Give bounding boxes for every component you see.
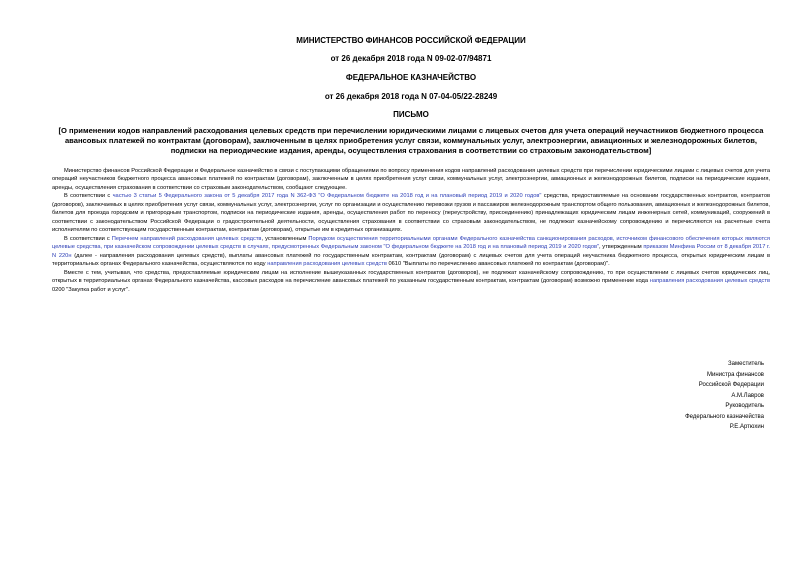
paragraph-3-text-d: (далее - направления расходования целевых средств), выплаты авансовых платежей по государственным контрактам, контрактам (договорам) с лицевых счетов для учета операций неучастника бюджетного процесса, открытых юридическим лицам в территориальных органах Федерального казначейства, осуществляются по коду	[52, 252, 770, 268]
paragraph-3-text-a: В соответствии с	[64, 235, 112, 242]
order-220n-link[interactable]: приказом Минфина России от 8 декабря 2017 г. N 220н	[52, 244, 771, 259]
signature-line: Министра финансов	[707, 371, 764, 378]
paragraph-1: Министерство финансов Российской Федерации и Федеральное казначейство в связи с поступающими обращениями по вопросу применения кодов направлений расходования целевых средств при перечислении юридическими лицами с лицевых счетов для учета операций неучастников бюджетного процесса авансовых платежей по контрактам (договорам), заключенным в целях приобретения услуг связи, коммунальных услуг, электроэнергии, авиационных и железнодорожных билетов, подписки на периодические издания, аренды, осуществления страхования в соответствии со страховым законодательством, сообщают следующее.	[52, 167, 770, 191]
treasury-title: ФЕДЕРАЛЬНОЕ КАЗНАЧЕЙСТВО	[345, 73, 477, 82]
paragraph-3	[52, 235, 770, 269]
signature-line: Руководитель	[725, 403, 764, 409]
paragraph-2-text-b: средства, предоставляемые на основании государственных контрактов, контрактов (договоров), заключаемых в целях приобретения услуг связи, коммунальных услуг, электроэнергии, услуг по организации и осуществлению перевозки грузов и пассажиров железнодорожным транспортом общего пользования, авиационных и железнодорожных билетов, билетов для проезда городским и пригородным транспортом, подписки на периодические издания, аренды, осуществления работ по переносу (переустройству, присоединению) принадлежащих юридическим лицам инженерных сетей, коммуникаций, сооружений в соответствии с законодательством Российской Федерации о градостроительной деятельности, осуществления страхования в соответствии со страховым законодательством, не подлежат казначейскому сопровождению и перечисляются на расчетные счета исполнителям по соответствующим государственным контрактам, контрактам (договорам), открытые им в кредитных организациях.	[52, 193, 771, 234]
treasury-procedure-link[interactable]: Порядком осуществления территориальными органами Федерального казначейства санкционирования расходов, источником финансового обеспечения которых являются целевые средства, при казначейском сопровождении целевых средств в случаях, предусмотренных Федеральным законом "О федеральном бюджете на 2018 год и на плановый период 2019 и 2020 годов"	[52, 235, 770, 251]
signature-line: Федерального казначейства	[685, 413, 764, 420]
letter	[52, 30, 770, 294]
document-type: ПИСЬМО	[393, 110, 429, 119]
directions-code-link[interactable]: направления расходования целевых средств	[267, 261, 387, 268]
signature-line: Российской Федерации	[698, 382, 764, 388]
paragraph-4-text-b: 0200 "Закупка работ и услуг".	[52, 286, 130, 293]
paragraph-3-text-b: , установленным	[261, 235, 309, 242]
paragraph-3-text-e: 0610 "Выплаты по перечислению авансовых платежей по контрактам (договорам)".	[386, 261, 610, 268]
letter-subject: [О применении кодов направлений расходования целевых средств при перечислении юридическими лицами с лицевых счетов для учета операций неучастников бюджетного процесса авансовых платежей по контрактам (договорам), заключенным в целях приобретения услуг связи, коммунальных услуг, электроэнергии, авиационных и железнодорожных билетов, подписки на периодические издания, аренды, осуществления страхования в соответствии со страховым законодательством]	[58, 126, 764, 156]
law-362fz-link[interactable]: частью 3 статьи 5 Федерального закона от 5 декабря 2017 года N 362-ФЗ "О Федеральном бюджете на 2018 год и на плановый период 2019 и 2020 годов"	[112, 193, 542, 200]
ministry-date-number: от 26 декабря 2018 года N 09-02-07/94871	[330, 54, 492, 63]
paragraph-2-text-a: В соответствии с	[64, 193, 113, 200]
paragraph-4	[52, 269, 770, 295]
letter-body	[52, 167, 770, 295]
paragraph-4-text-a: Вместе с тем, учитывая, что средства, предоставляемые юридическим лицам на исполнение вышеуказанных государственных контрактов (договоров), не подлежат казначейскому сопровождению, то при осуществлении с лицевых счетов юридических лиц, открытых в территориальных органах Федерального казначейства, кассовых расходов на перечисление авансовых платежей по указанным государственным контрактам, контрактам (договорам) возможно применение кода	[52, 269, 770, 285]
directions-code-link-2[interactable]: направления расходования целевых средств	[649, 278, 770, 285]
paragraph-2	[52, 192, 770, 235]
signature-block	[685, 359, 764, 433]
directions-list-link[interactable]: Перечнем направлений расходования целевых средств	[111, 235, 262, 242]
ministry-title: МИНИСТЕРСТВО ФИНАНСОВ РОССИЙСКОЙ ФЕДЕРАЦИИ	[296, 36, 526, 45]
treasury-date-number: от 26 декабря 2018 года N 07-04-05/22-28249	[324, 92, 498, 101]
paragraph-3-text-c: , утвержденным	[599, 244, 644, 251]
signer-name: Р.Е.Артюхин	[729, 424, 764, 430]
signature-line: Заместитель	[728, 361, 764, 367]
signer-name: А.М.Лавров	[731, 392, 764, 399]
